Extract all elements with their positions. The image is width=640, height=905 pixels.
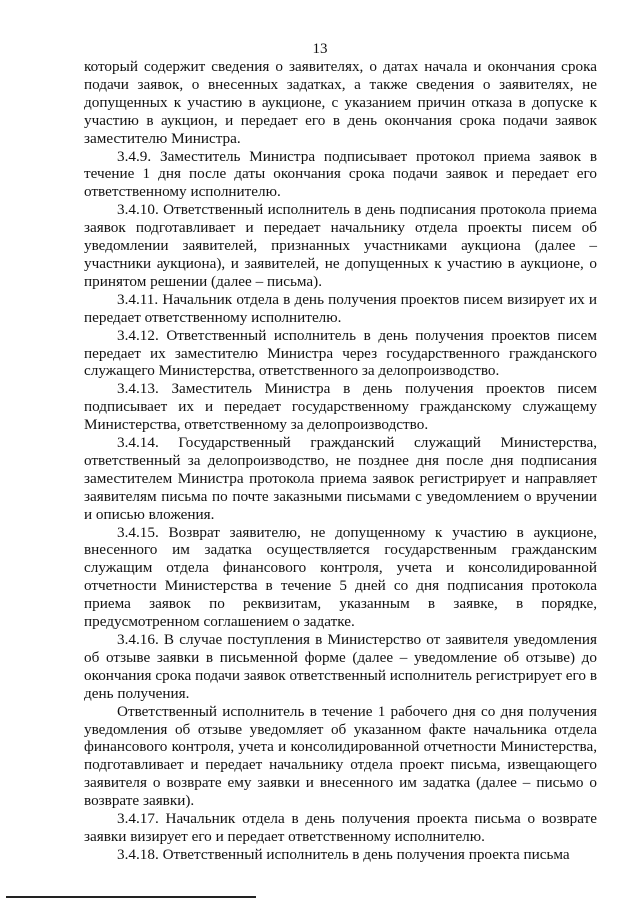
paragraph-3-4-11: 3.4.11. Начальник отдела в день получения проектов писем визирует их и передает ответственному исполнителю. xyxy=(84,290,597,326)
paragraph-3-4-16: 3.4.16. В случае поступления в Министерство от заявителя уведомления об отзыве заявки в письменной форме (далее – уведомление об отзыве) до окончания срока подачи заявок ответственный исполнитель регистрирует его в день получения. xyxy=(84,631,597,702)
paragraph-3-4-18: 3.4.18. Ответственный исполнитель в день получения проекта письма xyxy=(117,845,570,863)
paragraph-3-4-17: 3.4.17. Начальник отдела в день получения проекта письма о возврате заявки визирует его и передает ответственному исполнителю. xyxy=(84,810,597,845)
paragraph-3-4-9: 3.4.9. Заместитель Министра подписывает протокол приема заявок в течение 1 дня после даты окончания срока подачи заявок и передает его ответственному исполнителю. xyxy=(84,147,597,201)
paragraph-3-4-12: 3.4.12. Ответственный исполнитель в день получения проектов писем передает их заместителю Министра через государственного гражданского служащего Министерства, ответственного за делопроизводство. xyxy=(84,326,597,380)
paragraph-3-4-16-cont: Ответственный исполнитель в течение 1 рабочего дня со дня получения уведомления об отзыве уведомляет об указанном факте начальника отдела финансового контроля, учета и консолидированной отчетности Министерства, подготавливает и передает начальнику отдела проект письма, извещающего заявителя о возврате ему заявки и внесенного им задатка (далее – письмо о возврате заявки). xyxy=(84,702,597,810)
scan-edge-line xyxy=(6,896,256,898)
paragraph-3-4-13: 3.4.13. Заместитель Министра в день получения проектов писем подписывает их и передает государственному гражданскому служащему Министерства, ответственному за делопроизводство. xyxy=(84,380,597,434)
paragraph-3-4-15: 3.4.15. Возврат заявителю, не допущенному к участию в аукционе, внесенного им задатка осуществляется государственным гражданским служащим отдела финансового контроля, учета и консолидированной отчетности Министерства в течение 5 дней со дня подписания протокола приема заявок по реквизитам, указанным в заявке, в порядке, предусмотренном соглашением о задатке. xyxy=(84,523,597,631)
document-body xyxy=(84,58,597,864)
paragraph-3-4-14: 3.4.14. Государственный гражданский служащий Министерства, ответственный за делопроизводство, не позднее дня после дня подписания заместителем Министра протокола приема заявок регистрирует и направляет заявителям письма по почте заказными письмами с уведомлением о вручении и описью вложения. xyxy=(84,434,597,523)
paragraph-continuation: который содержит сведения о заявителях, о датах начала и окончания срока подачи заявок, о внесенных задатках, а также сведения о заявителях, не допущенных к участию в аукционе, с указанием причин отказа в допуске к участию в аукцион, и передает его в день окончания срока подачи заявок заместителю Министра. xyxy=(84,58,597,147)
page-number: 13 xyxy=(312,41,328,57)
paragraph-3-4-10: 3.4.10. Ответственный исполнитель в день подписания протокола приема заявок подготавливает и передает начальнику отдела проекты писем об уведомлении заявителей, признанных участниками аукциона (далее – участники аукциона), и заявителей, не допущенных к участию в аукционе, о принятом решении (далее – письма). xyxy=(84,201,597,290)
